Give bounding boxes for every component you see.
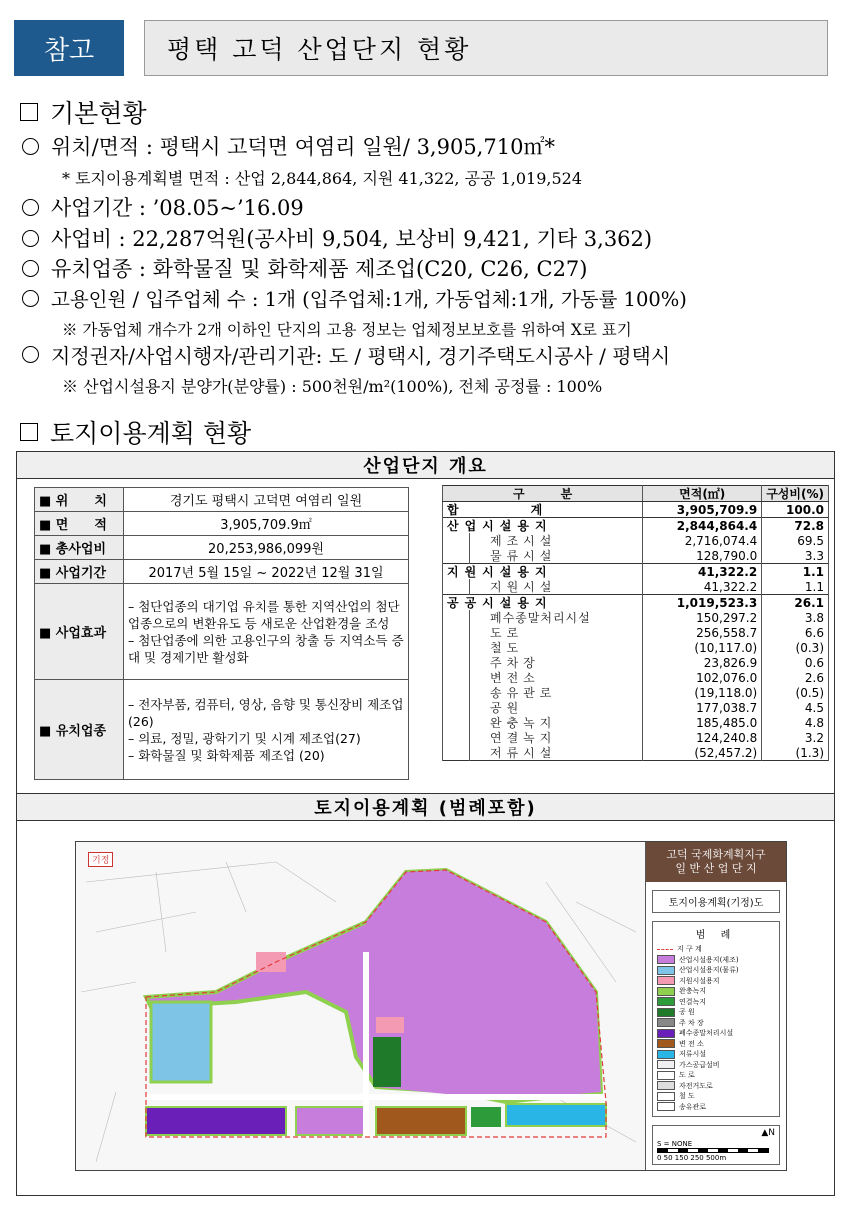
overview-label: ■ 총사업비 <box>35 536 124 560</box>
legend-label: 자전거도로 <box>679 1081 713 1090</box>
legend-swatch <box>657 976 675 985</box>
area-table <box>442 485 829 761</box>
scale-bar <box>657 1148 769 1153</box>
overview-title: 산업단지 개요 <box>17 452 834 479</box>
legend-item <box>657 1091 775 1102</box>
legend-box <box>652 921 780 1117</box>
overview-value: – 전자부품, 컴퓨터, 영상, 음향 및 통신장비 제조업 (26) – 의료, 정밀, 광학기기 및 시계 제조업(27) – 화학물질 및 화학제품 제조업 (20) <box>124 680 409 780</box>
legend-item <box>657 997 775 1008</box>
area-header: 구성비(%) <box>762 486 829 502</box>
legend-label: 가스공급설비 <box>679 1060 720 1069</box>
group-label: 산업시설용지 <box>443 518 643 534</box>
legend-item <box>657 955 775 966</box>
table-row: 완충녹지 185,485.0 4.8 <box>443 715 829 730</box>
item-cost: 사업비 : 22,287억원(공사비 9,504, 보상비 9,421, 기타 3,362) <box>22 223 652 253</box>
circle-bullet-icon <box>22 260 39 277</box>
item-period: 사업기간 : ’08.05~’16.09 <box>22 192 304 222</box>
overview-value: – 첨단업종의 대기업 유치를 통한 지역산업의 첨단업종으로의 변환유도 등 새로운 산업환경을 조성 – 첨단업종에 의한 고용인구의 창출 등 지역소득 증대 및 경제기반 활성화 <box>124 584 409 680</box>
legend-swatch <box>657 966 675 975</box>
overview-value: 20,253,986,099원 <box>124 536 409 560</box>
group-area: 1,019,523.3 <box>643 595 762 611</box>
legend-label: 공 원 <box>679 1008 695 1017</box>
overview-label: ■ 사업기간 <box>35 560 124 584</box>
legend-label: 도 로 <box>679 1071 695 1080</box>
north-arrow-icon: ▲N <box>761 1128 775 1138</box>
overview-value: 3,905,709.9㎡ <box>124 512 409 536</box>
table-row: 철도 (10,117.0) (0.3) <box>443 640 829 655</box>
table-row: 지원시설 41,322.2 1.1 <box>443 579 829 595</box>
legend-item <box>657 1081 775 1092</box>
table-row: 폐수종말처리시설 150,297.2 3.8 <box>443 610 829 625</box>
square-bullet-icon <box>20 423 38 441</box>
note-area: * 토지이용계획별 면적 : 산업 2,844,864, 지원 41,322, 공공 1,019,524 <box>62 169 583 188</box>
circle-bullet-icon <box>22 346 39 363</box>
overview-label: ■ 면 적 <box>35 512 124 536</box>
legend-item <box>657 1102 775 1113</box>
overview-label: ■ 사업효과 <box>35 584 124 680</box>
total-area: 3,905,709.9 <box>643 502 762 518</box>
item-employment: 고용인원 / 입주업체 수 : 1개 (입주업체:1개, 가동업체:1개, 가동률 100%) <box>22 284 687 312</box>
basic-heading <box>20 94 147 130</box>
table-row: 변전소 102,076.0 2.6 <box>443 670 829 685</box>
landuse-heading <box>20 414 251 450</box>
landuse-heading-text: 토지이용계획 현황 <box>50 419 252 448</box>
map-title: 토지이용계획 (범례포함) <box>17 793 834 821</box>
legend-swatch <box>657 997 675 1006</box>
square-bullet-icon <box>20 103 38 121</box>
total-ratio: 100.0 <box>762 502 829 518</box>
legend-item <box>657 1007 775 1018</box>
note-employment: ※ 가동업체 개수가 2개 이하인 단지의 고용 정보는 업체정보보호를 위하여 X로 표기 <box>62 321 632 339</box>
area-header: 면적(㎡) <box>643 486 762 502</box>
overview-label: ■ 유치업종 <box>35 680 124 780</box>
total-label: 합 계 <box>443 502 643 518</box>
group-label: 공공시설용지 <box>443 595 643 611</box>
area-header: 구 분 <box>443 486 643 502</box>
item-industry: 유치업종 : 화학물질 및 화학제품 제조업(C20, C26, C27) <box>22 253 587 283</box>
legend-label: 변 전 소 <box>679 1039 704 1048</box>
note-price: ※ 산업시설용지 분양가(분양률) : 500천원/m²(100%), 전체 공정률 : 100% <box>62 377 603 396</box>
circle-bullet-icon <box>22 138 39 155</box>
legend-subtitle: 토지이용계획(기정)도 <box>652 890 780 913</box>
reference-tag: 참고 <box>14 20 124 76</box>
legend-swatch <box>657 949 673 950</box>
legend-item <box>657 1049 775 1060</box>
legend-item <box>657 976 775 987</box>
legend-swatch <box>657 1008 675 1017</box>
legend-label: 주 차 장 <box>679 1018 704 1027</box>
legend-label: 송유관로 <box>679 1102 707 1111</box>
scale-ticks: 0 50 150 250 500m <box>657 1154 727 1162</box>
legend-label: 완충녹지 <box>679 987 707 996</box>
legend-item <box>657 986 775 997</box>
legend-label: 저류시설 <box>679 1050 707 1059</box>
overview-value: 2017년 5월 15일 ~ 2022년 12월 31일 <box>124 560 409 584</box>
table-row: 저류시설 (52,457.2) (1.3) <box>443 745 829 761</box>
group-area: 2,844,864.4 <box>643 518 762 534</box>
scale-label: S = NONE <box>657 1140 693 1148</box>
legend-swatch <box>657 1039 675 1048</box>
table-row: 물류시설 128,790.0 3.3 <box>443 548 829 564</box>
circle-bullet-icon <box>22 199 39 216</box>
legend-swatch <box>657 1102 675 1111</box>
legend-item <box>657 1060 775 1071</box>
legend-swatch <box>657 987 675 996</box>
legend-swatch <box>657 955 675 964</box>
legend-label: 철 도 <box>679 1092 695 1101</box>
legend-item <box>657 944 775 955</box>
legend-label: 산업시설용지(물류) <box>679 966 739 975</box>
legend-swatch <box>657 1092 675 1101</box>
map-legend <box>645 842 786 1170</box>
land-use-map <box>75 841 787 1171</box>
legend-title: 고덕 국제화계획지구 일 반 산 업 단 지 <box>646 842 786 882</box>
circle-bullet-icon <box>22 290 39 307</box>
legend-item <box>657 1070 775 1081</box>
table-row: 공원 177,038.7 4.5 <box>443 700 829 715</box>
group-ratio: 1.1 <box>762 564 829 580</box>
table-row: 송유관로 (19,118.0) (0.5) <box>443 685 829 700</box>
legend-item <box>657 1018 775 1029</box>
legend-heading: 범 례 <box>695 930 737 941</box>
legend-swatch <box>657 1081 675 1090</box>
map-stamp: 기정 <box>88 852 113 867</box>
legend-item <box>657 1028 775 1039</box>
table-row: 연결녹지 124,240.8 3.2 <box>443 730 829 745</box>
legend-item <box>657 965 775 976</box>
map-scale <box>652 1125 780 1165</box>
map-drawing <box>76 842 646 1170</box>
group-ratio: 26.1 <box>762 595 829 611</box>
legend-label: 산업시설용지(제조) <box>679 955 739 964</box>
legend-swatch <box>657 1060 675 1069</box>
legend-swatch <box>657 1071 675 1080</box>
legend-swatch <box>657 1050 675 1059</box>
legend-swatch <box>657 1029 675 1038</box>
legend-label: 폐수종말처리시설 <box>679 1029 734 1038</box>
legend-label: 지 구 계 <box>677 945 702 954</box>
overview-table <box>34 487 409 780</box>
group-label: 지원시설용지 <box>443 564 643 580</box>
circle-bullet-icon <box>22 230 39 247</box>
table-row: 주차장 23,826.9 0.6 <box>443 655 829 670</box>
table-row: 도로 256,558.7 6.6 <box>443 625 829 640</box>
legend-label: 지원시설용지 <box>679 976 720 985</box>
overview-value: 경기도 평택시 고덕면 여염리 일원 <box>124 488 409 512</box>
basic-heading-text: 기본현황 <box>50 99 147 128</box>
group-area: 41,322.2 <box>643 564 762 580</box>
overview-label: ■ 위 치 <box>35 488 124 512</box>
legend-label: 연결녹지 <box>679 997 707 1006</box>
legend-item <box>657 1039 775 1050</box>
table-row: 제조시설 2,716,074.4 69.5 <box>443 533 829 548</box>
landuse-frame <box>16 451 835 1196</box>
legend-swatch <box>657 1018 675 1027</box>
item-location: 위치/면적 : 평택시 고덕면 여염리 일원/ 3,905,710㎡* <box>22 131 555 161</box>
page-title: 평택 고덕 산업단지 현황 <box>144 20 828 76</box>
group-ratio: 72.8 <box>762 518 829 534</box>
item-authority: 지정권자/사업시행자/관리기관: 도 / 평택시, 경기주택도시공사 / 평택시 <box>22 340 670 369</box>
